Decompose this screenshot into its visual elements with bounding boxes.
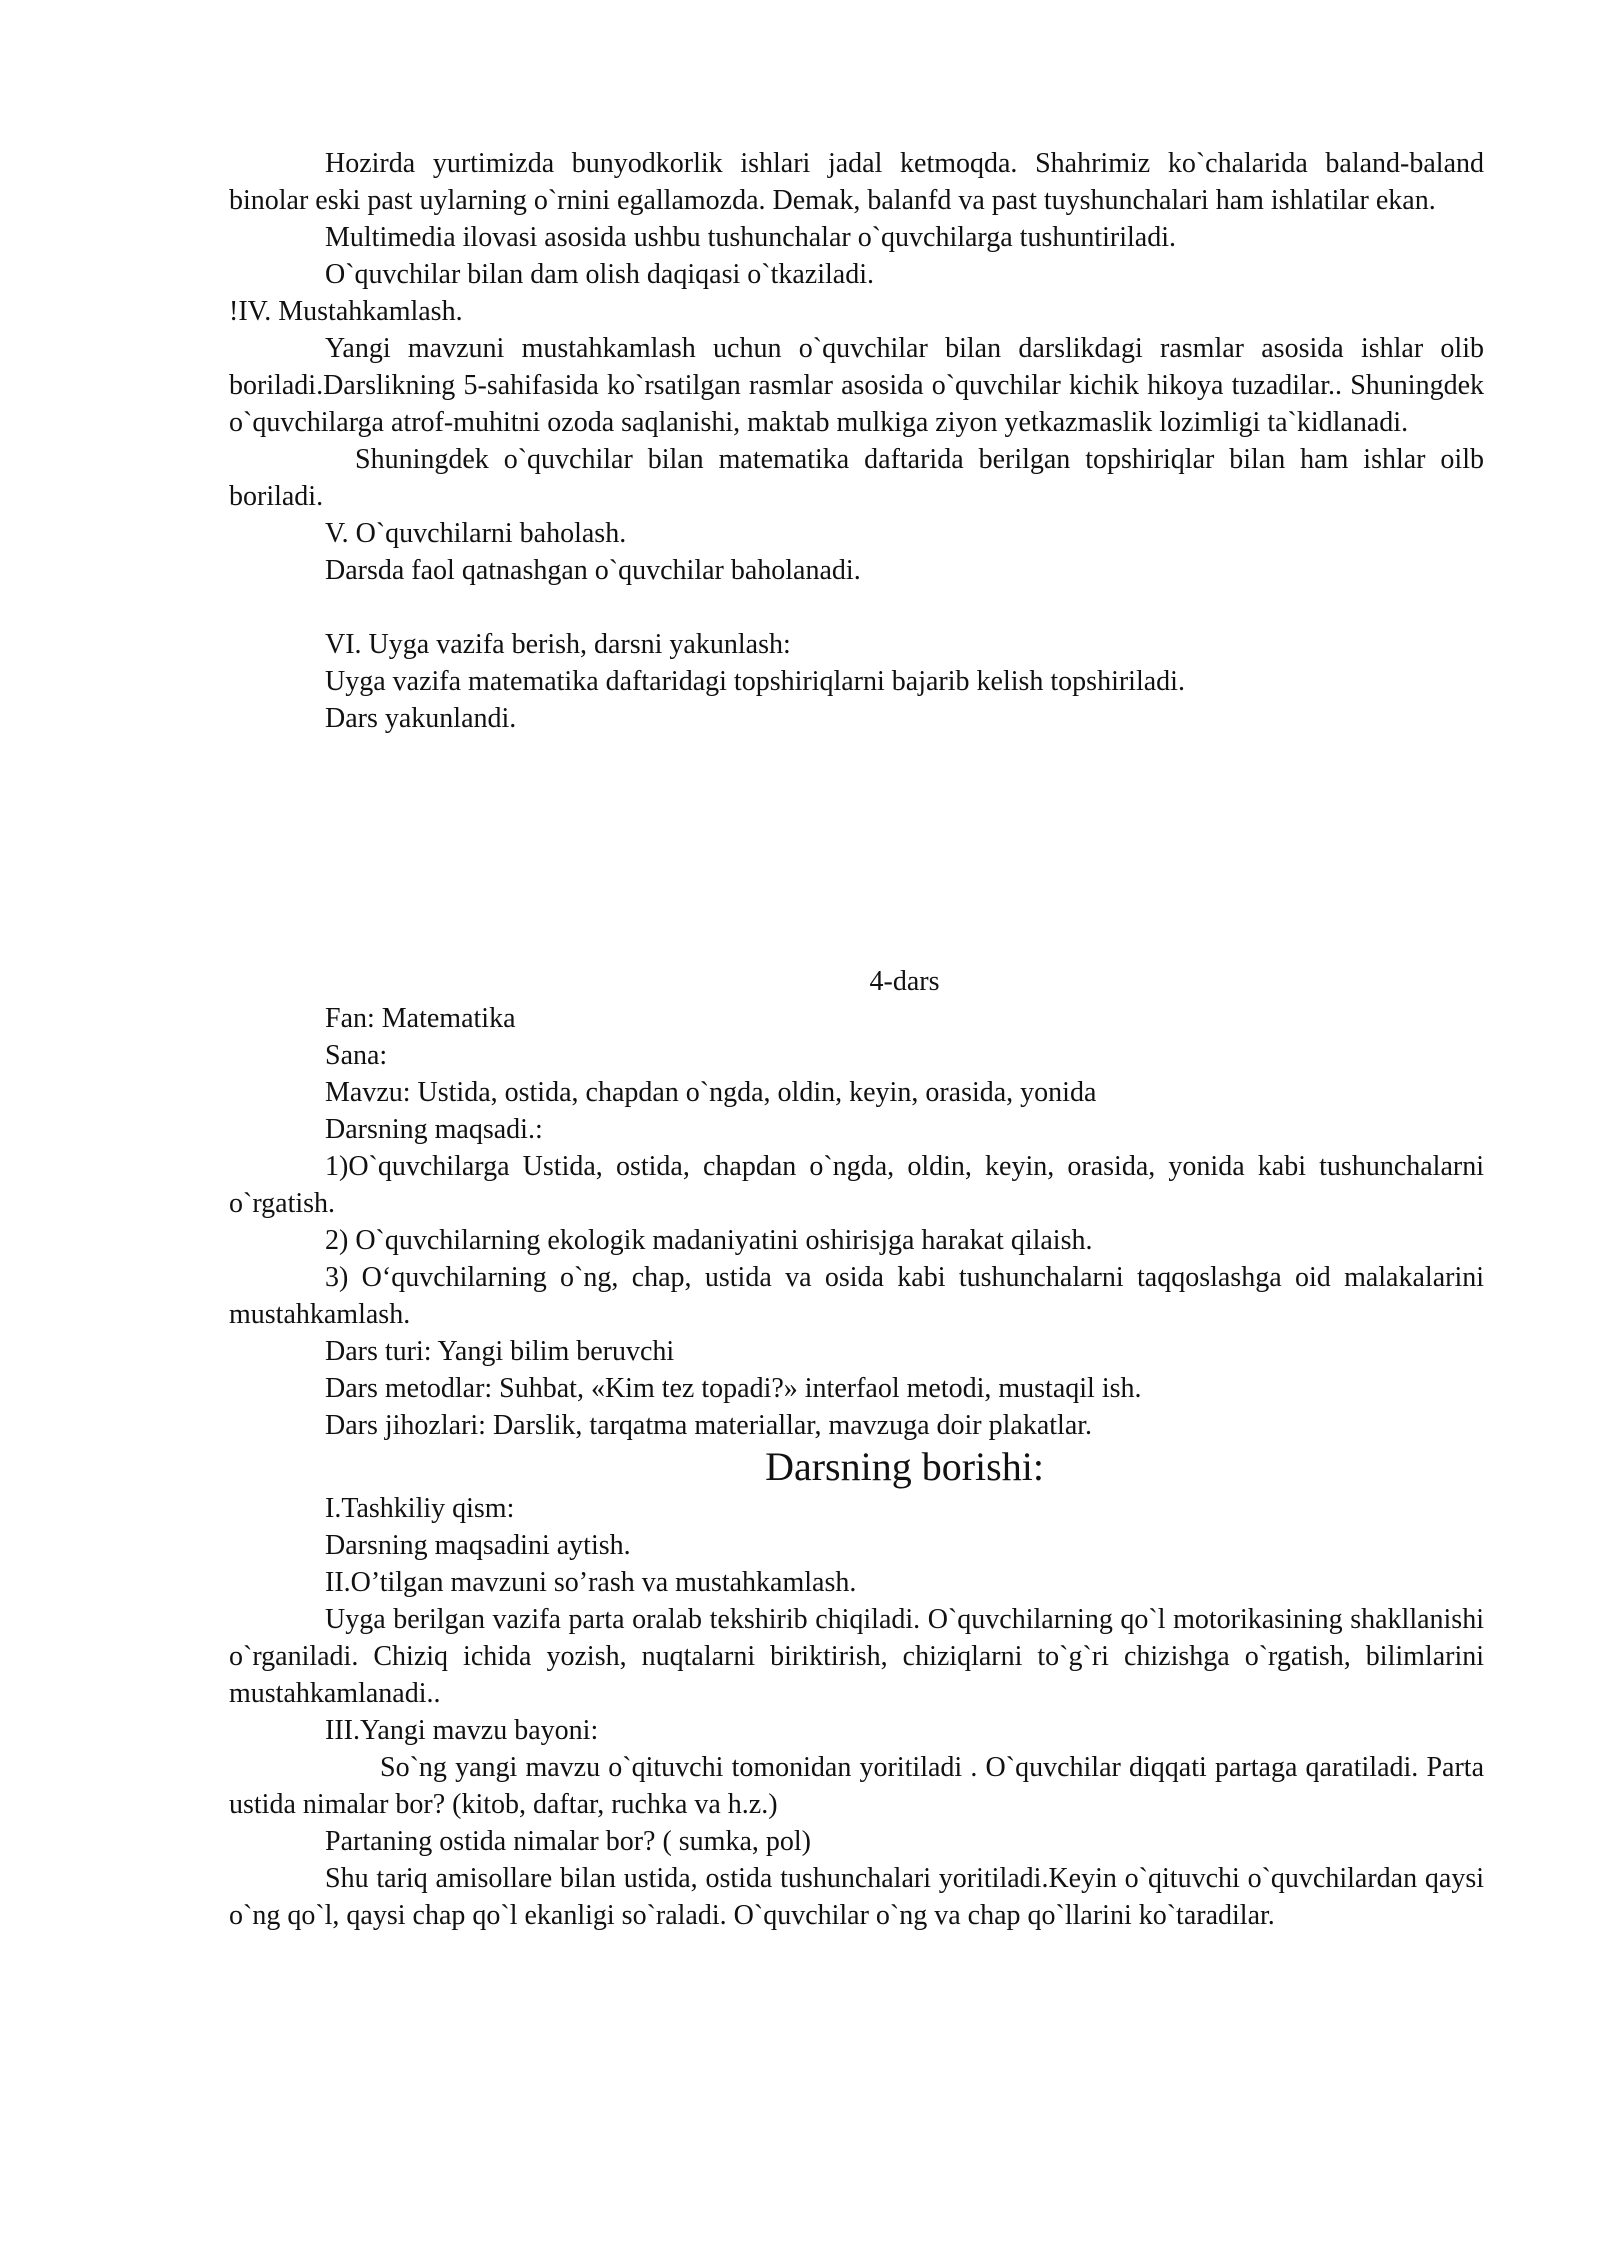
paragraph: Dars yakunlandi. <box>325 703 517 734</box>
document-page <box>229 145 1484 1934</box>
section-heading-iv: !IV. Mustahkamlash. <box>229 296 463 327</box>
paragraph: Uyga berilgan vazifa parta oralab tekshirib chiqiladi. O`quvchilarning qo`l motorikasining shakllanishi o`rganiladi. Chiziq ichida yozish, nuqtalarni biriktirish, chiziqlarni to`g`ri chizishga o`rgatish, bilimlarini mustahkamlanadi.. <box>229 1604 1484 1709</box>
subject-line: Fan: Matematika <box>325 1003 516 1034</box>
section-heading-ii: II.O’tilgan mavzuni so’rash va mustahkamlash. <box>325 1567 857 1598</box>
paragraph: Yangi mavzuni mustahkamlash uchun o`quvchilar bilan darslikdagi rasmlar asosida ishlar olib boriladi.Darslikning 5-sahifasida ko`rsatilgan rasmlar asosida o`quvchilar kichik hikoya tuzadilar.. Shuningdek o`quvchilarga atrof-muhitni ozoda saqlanishi, maktab mulkiga ziyon yetkazmaslik lozimligi ta`kidlanadi. <box>229 333 1484 438</box>
lesson-progress-heading: Darsning borishi: <box>765 1444 1044 1489</box>
lesson-number: 4-dars <box>869 966 940 997</box>
lesson-type: Dars turi: Yangi bilim beruvchi <box>325 1336 675 1367</box>
paragraph: Shuningdek o`quvchilar bilan matematika daftarida berilgan topshiriqlar bilan ham ishlar oilb boriladi. <box>229 444 1484 512</box>
goal-item: 2) O`quvchilarning ekologik madaniyatini oshirisjga harakat qilaish. <box>325 1225 1093 1256</box>
paragraph: Uyga vazifa matematika daftaridagi topshiriqlarni bajarib kelish topshiriladi. <box>325 666 1185 697</box>
paragraph: Darsda faol qatnashgan o`quvchilar baholanadi. <box>325 555 861 586</box>
lesson-methods: Dars metodlar: Suhbat, «Kim tez topadi?» interfaol metodi, mustaqil ish. <box>325 1373 1142 1404</box>
topic-line: Mavzu: Ustida, ostida, chapdan o`ngda, oldin, keyin, orasida, yonida <box>325 1077 1097 1108</box>
spacer <box>229 589 1484 626</box>
section-heading-vi: VI. Uyga vazifa berish, darsni yakunlash: <box>325 629 791 660</box>
paragraph: Shu tariq amisollare bilan ustida, ostida tushunchalari yoritiladi.Keyin o`qituvchi o`quvchilardan qaysi o`ng qo`l, qaysi chap qo`l ekanligi so`raladi. O`quvchilar o`ng va chap qo`llarini ko`taradilar. <box>229 1863 1484 1931</box>
section-heading-v: V. O`quvchilarni baholash. <box>325 518 627 549</box>
paragraph: O`quvchilar bilan dam olish daqiqasi o`tkaziladi. <box>325 259 874 290</box>
goal-heading: Darsning maqsadi.: <box>325 1114 543 1145</box>
section-heading-iii: III.Yangi mavzu bayoni: <box>325 1715 599 1746</box>
section-heading-i: I.Tashkiliy qism: <box>325 1493 515 1524</box>
paragraph: Partaning ostida nimalar bor? ( sumka, pol) <box>325 1826 811 1857</box>
goal-item: 1)O`quvchilarga Ustida, ostida, chapdan o`ngda, oldin, keyin, orasida, yonida kabi tushunchalarni o`rgatish. <box>229 1151 1484 1219</box>
paragraph: So`ng yangi mavzu o`qituvchi tomonidan yoritiladi . O`quvchilar diqqati partaga qaratiladi. Parta ustida nimalar bor? (kitob, daftar, ruchka va h.z.) <box>229 1752 1484 1820</box>
paragraph: Darsning maqsadini aytish. <box>325 1530 631 1561</box>
goal-item: 3) O‘quvchilarning o`ng, chap, ustida va osida kabi tushunchalarni taqqoslashga oid malakalarini mustahkamlash. <box>229 1262 1484 1330</box>
spacer <box>229 737 1484 963</box>
date-line: Sana: <box>325 1040 388 1071</box>
lesson-equipment: Dars jihozlari: Darslik, tarqatma materiallar, mavzuga doir plakatlar. <box>325 1410 1093 1441</box>
paragraph: Hozirda yurtimizda bunyodkorlik ishlari jadal ketmoqda. Shahrimiz ko`chalarida baland-baland binolar eski past uylarning o`rnini egallamozda. Demak, balanfd va past tuyshunchalari ham ishlatilar ekan. <box>229 148 1484 216</box>
paragraph: Multimedia ilovasi asosida ushbu tushunchalar o`quvchilarga tushuntiriladi. <box>325 222 1177 253</box>
